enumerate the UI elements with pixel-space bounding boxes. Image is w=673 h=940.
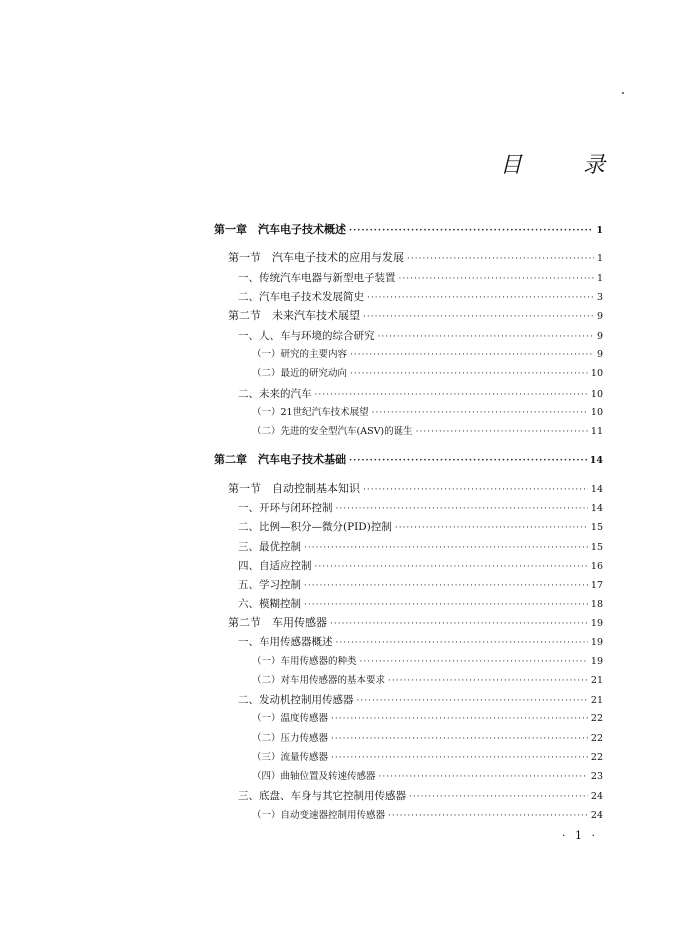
toc-dot-leader	[350, 364, 588, 384]
toc-entry-label: （一）研究的主要内容	[252, 349, 348, 360]
toc-entry	[252, 767, 603, 787]
toc-entry-label: 三、底盘、车身与其它控制用传感器	[238, 790, 406, 802]
toc-entry	[238, 498, 603, 518]
toc-dot-leader	[336, 499, 588, 519]
toc-entry	[238, 690, 603, 710]
toc-entry-page: 10	[590, 389, 603, 400]
toc-entry-label: （一）21世纪汽车技术展望	[252, 407, 369, 418]
toc-entry-label: （四）曲轴位置及转速传感器	[252, 771, 376, 782]
toc-entry-page: 10	[590, 407, 603, 418]
toc-entry-label: 四、自适应控制	[238, 560, 312, 572]
toc-dot-leader	[315, 557, 588, 577]
toc-entry-label: 第二节 车用传感器	[228, 616, 327, 629]
toc-dot-leader	[304, 538, 588, 558]
toc-entry-page: 9	[596, 311, 603, 322]
toc-entry-page: 3	[596, 292, 603, 303]
toc-entry-label: 第二节 未来汽车技术展望	[228, 309, 360, 322]
toc-dot-leader	[367, 288, 594, 308]
toc-entry-label: 三、最优控制	[238, 541, 301, 553]
toc-entry-page: 10	[590, 368, 603, 379]
toc-dot-leader	[357, 691, 588, 711]
toc-dot-leader	[331, 709, 588, 729]
toc-entry-label: 第一章 汽车电子技术概述	[214, 223, 346, 236]
toc-entry-label: 二、发动机控制用传感器	[238, 694, 354, 706]
toc-entry-label: 五、学习控制	[238, 579, 301, 591]
toc-dot-leader	[399, 269, 594, 289]
toc-entry-label: （一）自动变速器控制用传感器	[252, 810, 386, 821]
toc-entry	[252, 403, 603, 423]
toc-dot-leader	[379, 767, 588, 787]
toc-entry	[252, 345, 603, 365]
toc-entry	[252, 671, 603, 691]
toc-entry-page: 24	[590, 810, 603, 821]
toc-dot-leader	[360, 652, 588, 672]
toc-entry-label: 一、人、车与环境的综合研究	[238, 330, 375, 342]
toc-entry-label: （二）最近的研究动向	[252, 368, 348, 379]
toc-dot-leader	[409, 787, 588, 807]
toc-entry	[228, 479, 603, 499]
toc-dot-leader	[395, 518, 588, 538]
toc-entry	[252, 652, 603, 672]
toc-dot-leader	[331, 729, 588, 749]
toc-dot-leader	[378, 327, 594, 347]
toc-entry	[238, 594, 603, 614]
toc-entry-page: 15	[590, 522, 603, 533]
toc-entry	[238, 632, 603, 652]
toc-entry	[214, 220, 603, 240]
toc-entry-page: 19	[590, 656, 603, 667]
toc-entry	[228, 306, 603, 326]
toc-dot-leader	[407, 249, 594, 269]
toc-dot-leader	[349, 451, 587, 471]
toc-entry	[252, 729, 603, 749]
toc-entry-page: 14	[590, 484, 603, 495]
toc-entry	[252, 709, 603, 729]
toc-dot-leader	[315, 385, 588, 405]
page-title	[500, 148, 605, 179]
toc-entry-page: 17	[590, 580, 603, 591]
toc-entry-page: 19	[590, 618, 603, 629]
toc-dot-leader	[388, 671, 588, 691]
toc-entry-label: （一）车用传感器的种类	[252, 656, 357, 667]
toc-dot-leader	[336, 633, 588, 653]
toc-entry-label: 一、传统汽车电器与新型电子装置	[238, 272, 396, 284]
page-number: · 1 ·	[562, 829, 598, 842]
toc-entry-page: 19	[590, 637, 603, 648]
toc-entry-label: （三）流量传感器	[252, 752, 329, 763]
toc-dot-leader	[363, 480, 588, 500]
toc-entry-page: 22	[590, 713, 603, 724]
toc-entry	[228, 613, 603, 633]
toc-entry	[238, 268, 603, 288]
toc-dot-leader	[304, 595, 588, 615]
toc-entry-label: 二、比例—积分—微分(PID)控制	[238, 521, 392, 533]
toc-entry-label: 第一节 汽车电子技术的应用与发展	[228, 251, 404, 264]
title-char-2: 录	[582, 153, 605, 178]
toc-entry-label: （二）对车用传感器的基本要求	[252, 675, 386, 686]
toc-entry-page: 11	[590, 426, 603, 437]
toc-dot-leader	[372, 403, 588, 423]
toc-entry-label: 一、开环与闭环控制	[238, 502, 333, 514]
toc-entry-label: （一）温度传感器	[252, 713, 329, 724]
toc-entry-page: 16	[590, 561, 603, 572]
toc-entry-label: 一、车用传感器概述	[238, 636, 333, 648]
toc-entry-page: 22	[590, 733, 603, 744]
toc-entry-page: 1	[596, 253, 603, 264]
toc-dot-leader	[304, 576, 588, 596]
toc-entry	[238, 786, 603, 806]
toc-entry-page: 23	[590, 771, 603, 782]
toc-dot-leader	[363, 307, 594, 327]
toc-entry	[238, 537, 603, 557]
title-char-1: 目	[500, 153, 523, 178]
toc-entry	[228, 248, 603, 268]
toc-entry	[238, 384, 603, 404]
toc-entry	[238, 517, 603, 537]
toc-entry-page: 22	[590, 752, 603, 763]
toc-entry-label: 二、汽车电子技术发展简史	[238, 291, 364, 303]
toc-dot-leader	[388, 806, 588, 826]
toc-dot-leader	[416, 422, 588, 442]
scan-speck	[622, 92, 624, 94]
toc-entry-page: 18	[590, 599, 603, 610]
toc-entry	[238, 326, 603, 346]
toc-entry-page: 1	[596, 273, 603, 284]
toc-entry-page: 15	[590, 542, 603, 553]
toc-entry-page: 1	[596, 225, 603, 236]
toc-entry	[252, 364, 603, 384]
toc-entry	[252, 806, 603, 826]
toc-entry-page: 14	[590, 503, 603, 514]
toc-entry-page: 14	[589, 455, 603, 466]
toc-dot-leader	[349, 221, 593, 241]
toc-entry-label: （二）先进的安全型汽车(ASV)的诞生	[252, 426, 413, 437]
toc-entry	[238, 556, 603, 576]
toc-entry-page: 24	[590, 791, 603, 802]
toc-entry-page: 21	[590, 695, 603, 706]
toc-entry-label: 第二章 汽车电子技术基础	[214, 453, 346, 466]
toc-dot-leader	[330, 614, 588, 634]
toc-entry-label: 六、模糊控制	[238, 598, 301, 610]
toc-entry-page: 9	[596, 349, 603, 360]
toc-entry-page: 9	[596, 331, 603, 342]
toc-entry	[252, 748, 603, 768]
toc-entry	[238, 575, 603, 595]
toc-entry	[238, 287, 603, 307]
toc-entry	[214, 450, 603, 470]
toc-entry-label: 二、未来的汽车	[238, 388, 312, 400]
toc-entry-label: 第一节 自动控制基本知识	[228, 482, 360, 495]
toc-entry-page: 21	[590, 675, 603, 686]
toc-dot-leader	[331, 748, 588, 768]
toc-entry	[252, 422, 603, 442]
toc-entry-label: （二）压力传感器	[252, 733, 329, 744]
toc-dot-leader	[350, 345, 594, 365]
